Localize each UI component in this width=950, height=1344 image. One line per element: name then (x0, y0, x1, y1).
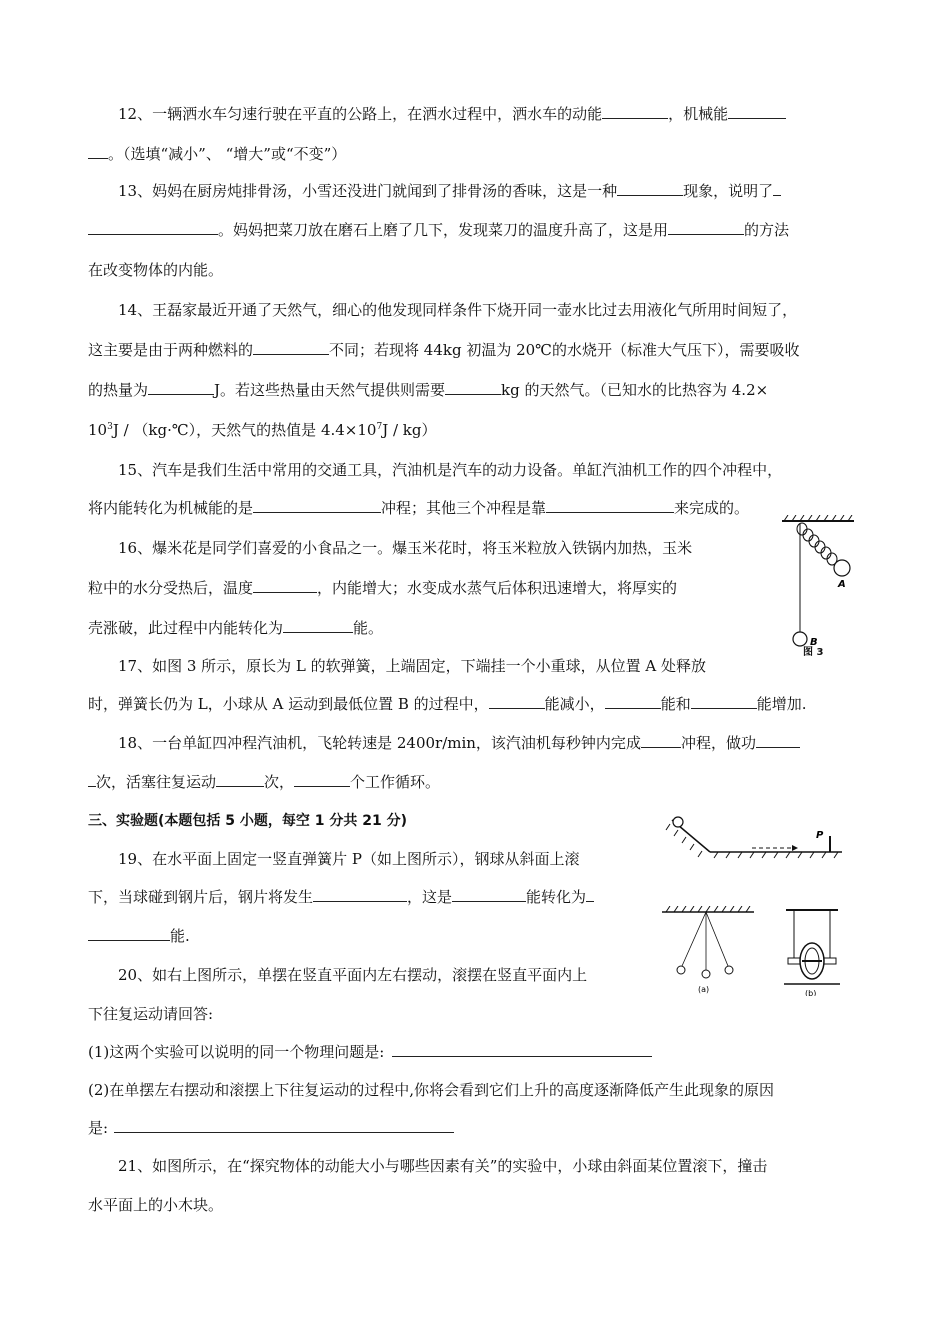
answer-blank[interactable] (641, 733, 681, 748)
answer-blank[interactable] (605, 694, 661, 709)
answer-blank[interactable] (216, 772, 264, 787)
pendulum-figures (660, 906, 860, 996)
q18-line-2: 次，活塞往复运动 次， 个工作循环。 (88, 772, 440, 792)
answer-blank[interactable] (88, 220, 218, 235)
answer-blank[interactable] (392, 1042, 652, 1057)
q14-line-4: $10^3J$ / （kg·℃），天然气的热值是 $4.4\times 10^7J / kg$） (88, 421, 437, 439)
answer-blank[interactable] (546, 498, 674, 513)
q17-line-1: 17、如图 3 所示，原长为 L 的软弹簧，上端固定，下端挂一个小重球，从位置 A 处释放 (118, 657, 707, 675)
label-b: (b) (805, 989, 817, 996)
q20-line-5: 是: (88, 1118, 454, 1138)
section-3-title: 三、实验题(本题包括 5 小题，每空 1 分共 21 分) (88, 813, 408, 829)
answer-blank[interactable] (586, 887, 594, 902)
answer-blank[interactable] (253, 340, 329, 355)
answer-blank[interactable] (88, 772, 96, 787)
answer-blank[interactable] (148, 380, 214, 395)
answer-blank[interactable] (773, 181, 781, 196)
q19-line-2: 下，当球碰到钢片后，钢片将发生 ，这是 能转化为 (88, 887, 594, 907)
floor-hatching (666, 824, 838, 858)
answer-blank[interactable] (114, 1118, 454, 1133)
label-a: A (838, 579, 846, 590)
incline-spring-plate-figure (662, 812, 852, 862)
answer-blank[interactable] (602, 104, 668, 119)
answer-blank[interactable] (253, 498, 381, 513)
q16-line-1: 16、爆米花是同学们喜爱的小食品之一。爆玉米花时，将玉米粒放入铁锅内加热，玉米 (118, 539, 693, 557)
q16-line-3: 壳涨破，此过程中内能转化为 能。 (88, 619, 384, 637)
q19-line-1: 19、在水平面上固定一竖直弹簧片 P（如上图所示），钢球从斜面上滚 (118, 850, 580, 868)
ball-position-a (834, 560, 850, 576)
answer-blank[interactable] (728, 104, 786, 119)
q13-line-1: 13、妈妈在厨房炖排骨汤，小雪还没进门就闻到了排骨汤的香味，这是一种 现象，说明了 (118, 181, 781, 201)
spring-coil (797, 523, 837, 565)
q12-line-1: 12、一辆洒水车匀速行驶在平直的公路上，在洒水过程中，洒水车的动能 ，机械能 (118, 104, 786, 124)
q15-line-2: 将内能转化为机械能的是 冲程；其他三个冲程是靠 来完成的。 (88, 499, 750, 517)
answer-blank[interactable] (253, 578, 317, 593)
q20-line-2: 下往复运动请回答: (88, 1005, 214, 1023)
answer-blank[interactable] (445, 380, 501, 395)
q21-line-1: 21、如图所示，在“探究物体的动能大小与哪些因素有关”的实验中，小球由斜面某位置滚下，撞击 (118, 1157, 768, 1175)
q20-line-3: (1)这两个实验可以说明的同一个物理问题是: (88, 1042, 652, 1062)
answer-blank[interactable] (88, 926, 170, 941)
pendulum-ball (725, 966, 733, 974)
q19-line-3: 能. (88, 926, 190, 946)
q21-line-2: 水平面上的小木块。 (88, 1196, 224, 1214)
simple-pendulum-figure (662, 906, 754, 994)
q14-line-1: 14、王磊家最近开通了天然气，细心的他发现同样条件下烧开同一壶水比过去用液化气所用时间短了， (118, 301, 798, 319)
q13-line-2: 。妈妈把菜刀放在磨石上磨了几下，发现菜刀的温度升高了，这是用 的方法 (88, 220, 789, 240)
answer-blank[interactable] (756, 733, 800, 748)
pendulum-ball (702, 970, 710, 978)
q20-line-1: 20、如右上图所示，单摆在竖直平面内左右摆动，滚摆在竖直平面内上 (118, 966, 588, 984)
figure-3-caption: 图 3 (803, 647, 824, 658)
q17-line-2: 时，弹簧长仍为 L，小球从 A 运动到最低位置 B 的过程中， 能减小， 能和 能增加. (88, 695, 807, 713)
maxwell-wheel-figure (784, 910, 840, 996)
steel-ball (673, 817, 683, 827)
answer-blank[interactable] (617, 181, 683, 196)
q14-line-3: 的热量为 J。若这些热量由天然气提供则需要 kg 的天然气。（已知水的比热容为 4.2× (88, 381, 769, 399)
answer-blank[interactable] (691, 694, 757, 709)
answer-blank[interactable] (452, 887, 526, 902)
answer-blank[interactable] (88, 144, 108, 159)
q18-line-1: 18、一台单缸四冲程汽油机，飞轮转速是 2400r/min，该汽油机每秒钟内完成 冲程，做功 (118, 733, 800, 753)
answer-blank[interactable] (489, 694, 545, 709)
label-p: P (816, 830, 824, 841)
answer-blank[interactable] (313, 887, 407, 902)
pendulum-ball (677, 966, 685, 974)
answer-blank[interactable] (294, 772, 350, 787)
answer-blank[interactable] (668, 220, 744, 235)
q12-line-2: 。（选填“减小”、 “增大”或“不变”） (88, 144, 346, 164)
answer-blank[interactable] (283, 618, 353, 633)
label-b: B (810, 637, 818, 648)
motion-arrow (792, 845, 798, 851)
q16-line-2: 粒中的水分受热后，温度 ，内能增大；水变成水蒸气后体积迅速增大，将厚实的 (88, 579, 678, 597)
q14-line-2: 这主要是由于两种燃料的 不同；若现将 44kg 初温为 20℃的水烧开（标准大气压下），需要吸收 (88, 341, 800, 359)
q20-line-4: (2)在单摆左右摆动和滚摆上下往复运动的过程中,你将会看到它们上升的高度逐渐降低产生此现象的原因 (88, 1081, 775, 1099)
q13-line-3: 在改变物体的内能。 (88, 261, 224, 279)
q15-line-1: 15、汽车是我们生活中常用的交通工具，汽油机是汽车的动力设备。单缸汽油机工作的四个冲程中， (118, 461, 783, 479)
label-a: (a) (698, 985, 710, 994)
